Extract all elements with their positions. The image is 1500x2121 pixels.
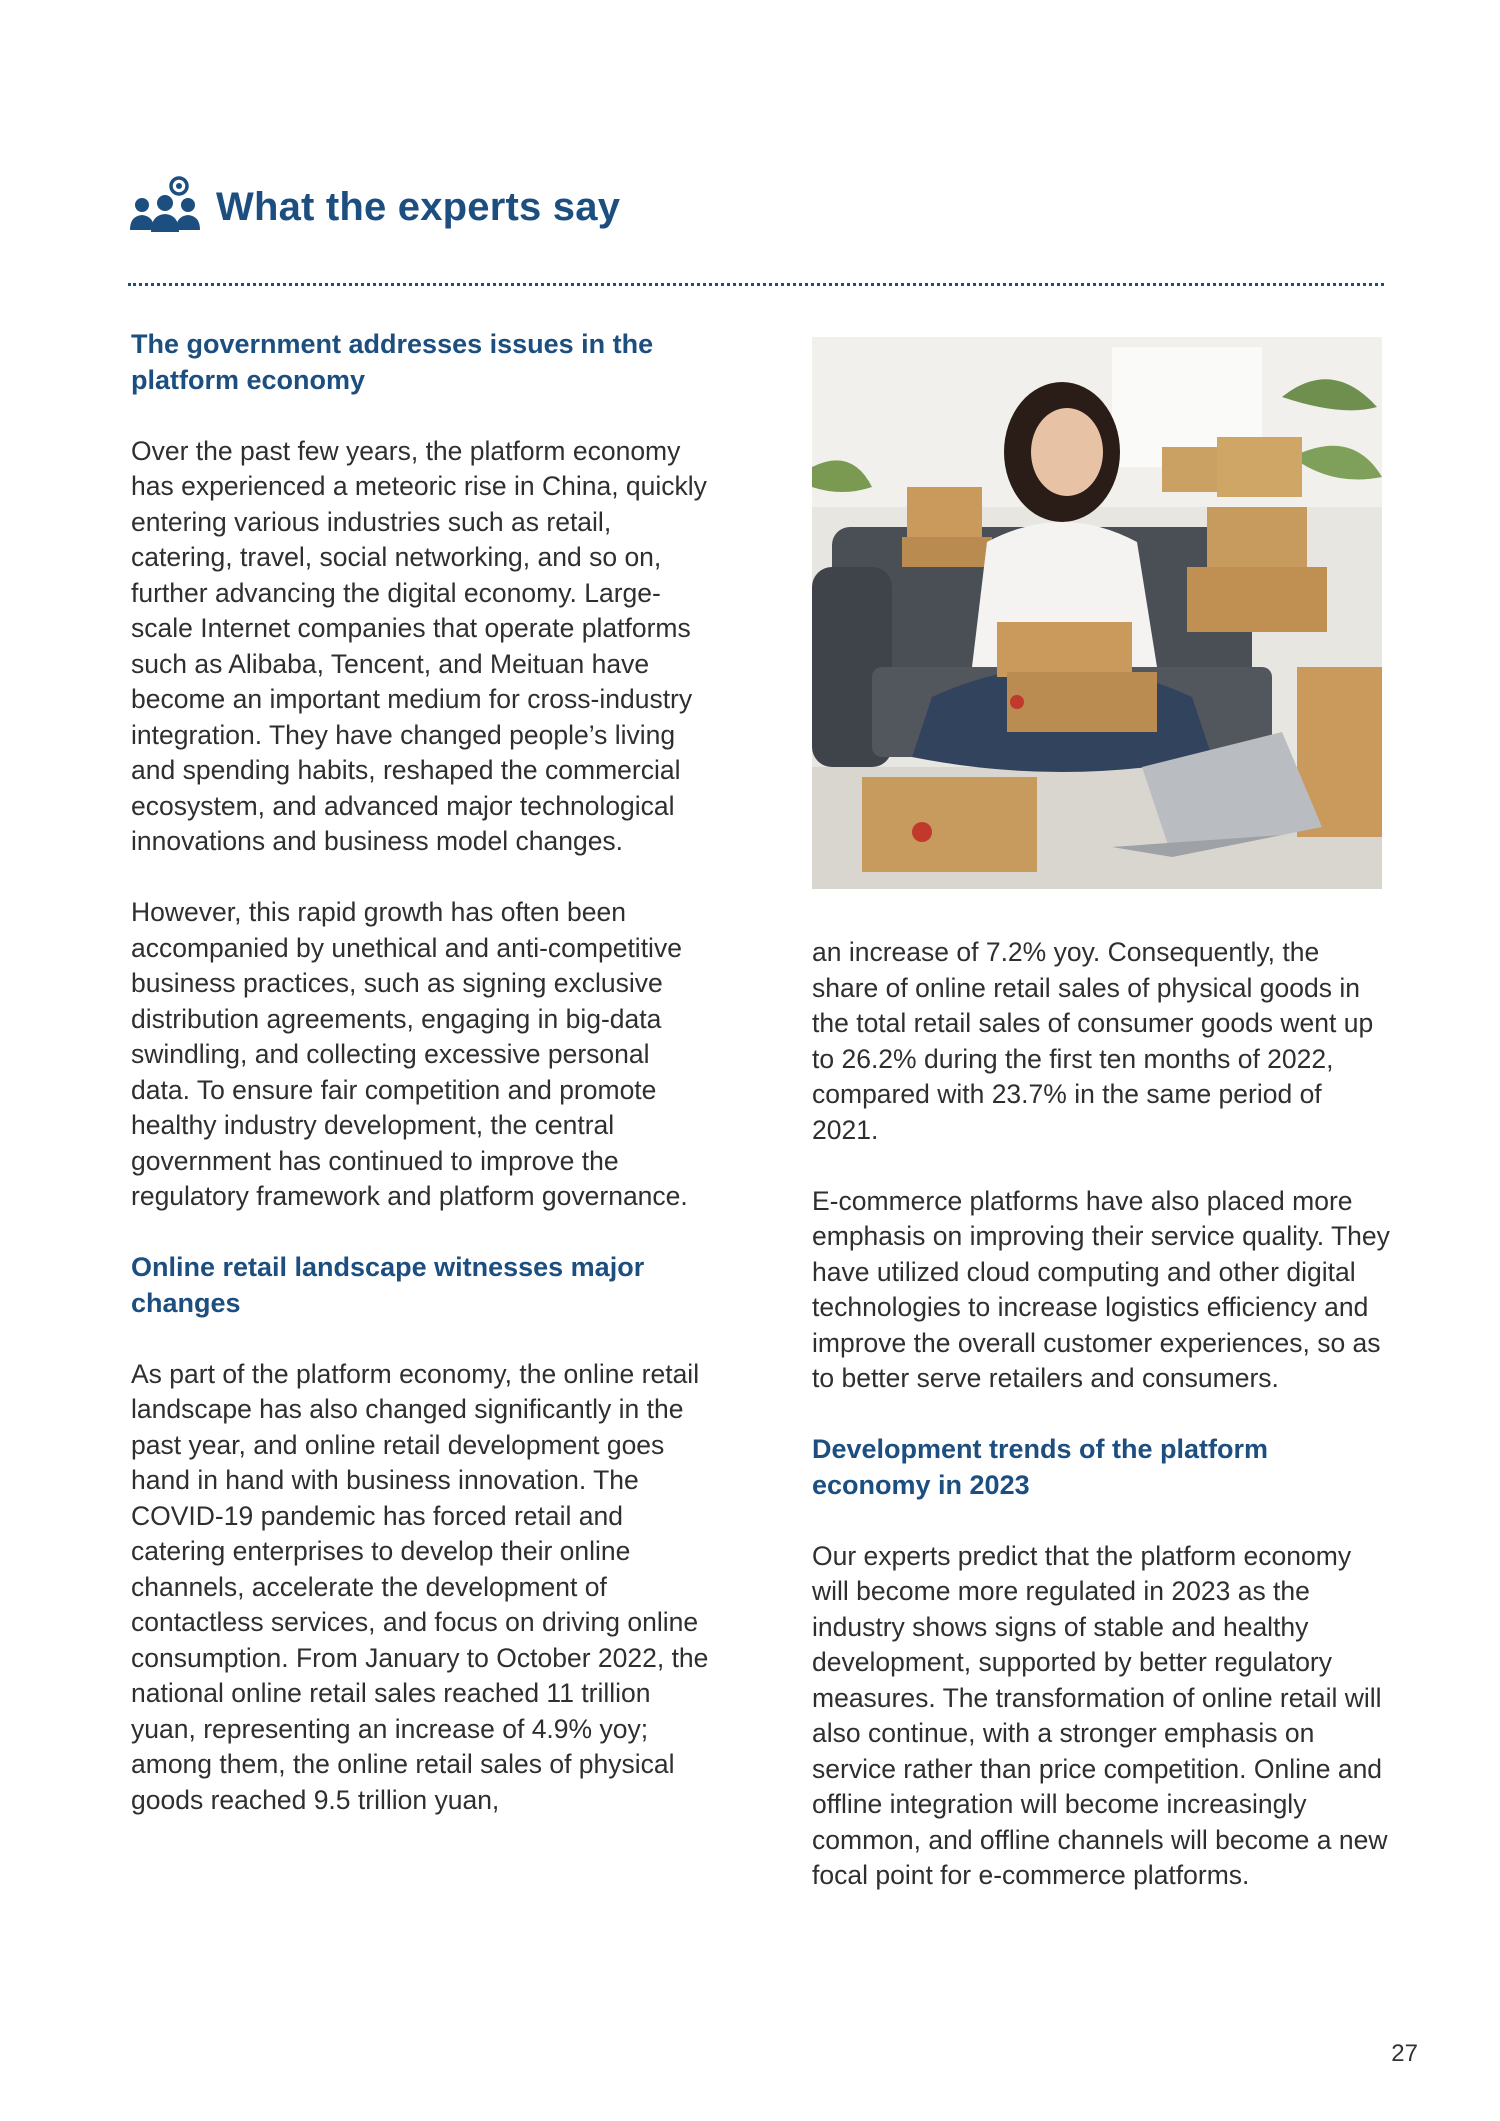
woman-packing-parcels-photo [812,337,1382,889]
paragraph-trends-2023: Our experts predict that the platform economy will become more regulated in 2023 as the industry shows signs of stable and healthy development, supported by better regulatory measures. The transformation of online retail will also continue, with a stronger emphasis on service rather than price competition. Online and offline integration will become increasingly common, and offline channels will become a new focal point for e-commerce platforms. [812,1540,1388,1890]
dotted-divider [128,283,1384,286]
paragraph-ecommerce-service: E-commerce platforms have also placed more emphasis on improving their service quality. They have utilized cloud computing and other digital technologies to increase logistics efficiency and improve the overall customer experiences, so as to better serve retailers and consumers. [812,1185,1390,1393]
right-column [812,935,1392,1929]
page-number: 27 [1391,2040,1418,2067]
section-heading-trends-2023: Development trends of the platform economy in 2023 [812,1434,1269,1500]
section-heading-online-retail: Online retail landscape witnesses major changes [131,1252,645,1318]
paragraph-online-retail: As part of the platform economy, the online retail landscape has also changed significantly in the past year, and online retail development goes hand in hand with business innovation. The COVID-19 pandemic has forced retail and catering enterprises to develop their online channels, accelerate the development of contactless services, and focus on driving online consumption. From January to October 2022, the national online retail sales reached 11 trillion yuan, representing an increase of 4.9% yoy; among them, the online retail sales of physical goods reached 9.5 trillion yuan, [131,1358,709,1815]
section-header [128,172,620,242]
paragraph-regulation: However, this rapid growth has often been accompanied by unethical and anti-competitive business practices, such as signing exclusive distribution agreements, engaging in big-data swindling, and collecting excessive personal data. To ensure fair competition and promote healthy industry development, the central government has continued to improve the regulatory framework and platform governance. [131,897,688,1211]
page-title: What the experts say [216,184,621,229]
paragraph-platform-rise: Over the past few years, the platform economy has experienced a meteoric rise in China, quickly entering various industries such as retail, catering, travel, social networking, and so on, further advancing the digital economy. Large-scale Internet companies that operate platforms such as Alibaba, Tencent, and Meituan have become an important medium for cross-industry integration. They have changed people’s living and spending habits, reshaped the commercial ecosystem, and advanced major technological innovations and business model changes. [131,435,707,856]
people-group-icon [128,172,202,242]
section-heading-government: The government addresses issues in the platform economy [131,329,654,395]
left-column [131,327,711,1854]
paragraph-online-share: an increase of 7.2% yoy. Consequently, the share of online retail sales of physical goods in the total retail sales of consumer goods went up to 26.2% during the first ten months of 2022, compared with 23.7% in the same period of 2021. [812,937,1374,1145]
